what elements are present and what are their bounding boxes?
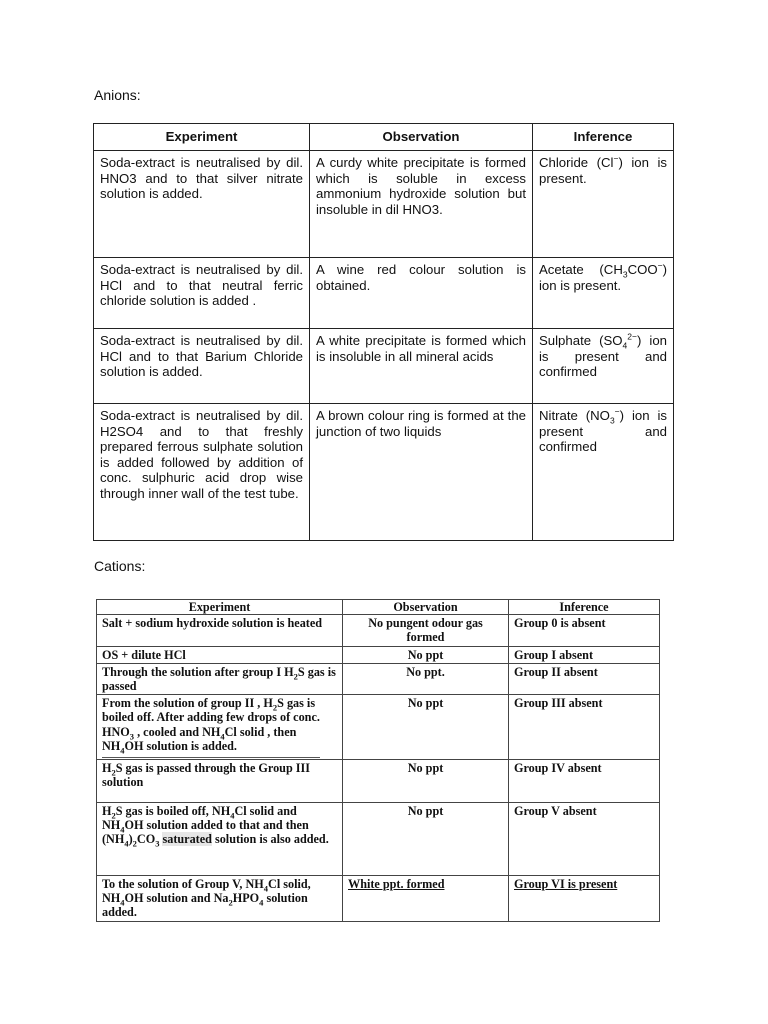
experiment-text: Cl solid and NH [102,804,297,833]
observation-cell: No ppt [343,760,509,803]
experiment-text: From the solution of group II , H [102,696,273,711]
charge-sup: 2− [627,331,637,342]
experiment-cell [97,876,343,922]
formula-sub: 3 [155,838,160,849]
table-row [94,329,674,404]
charge-sup: − [614,406,620,417]
experiment-text: Cl solid, NH [102,877,311,906]
experiment-text: solution is also added. [214,832,329,847]
observation-cell: No ppt [343,695,509,760]
experiment-cell: Soda-extract is neutralised by dil. HCl and to that neutral ferric chloride solution is added . [94,258,310,329]
highlighted-word: saturated [162,832,212,847]
formula-sub: 4 [230,810,235,821]
observation-cell: A wine red colour solution is obtained. [310,258,533,329]
divider [102,757,320,758]
table-row [94,404,674,541]
table-row [97,663,660,694]
formula-sub: 4 [120,824,125,835]
experiment-text: OH solution is added. [124,738,237,753]
inference-cell: Group II absent [509,663,660,694]
experiment-cell [97,695,343,760]
experiment-cell: Soda-extract is neutralised by dil. HNO3 and to that silver nitrate solution is added. [94,151,310,258]
experiment-text: S gas is boiled off, NH [115,804,231,819]
formula-sub: 2 [111,810,116,821]
inference-text: COO [627,262,658,277]
inference-text: Sulphate (SO [539,333,623,348]
inference-cell [509,876,660,922]
inference-cell: Group IV absent [509,760,660,803]
inference-text: ) ion is present and confirmed [539,333,668,380]
inference-text: Acetate (CH [539,262,623,277]
anions-heading: Anions: [94,87,141,103]
experiment-text: To the solution of Group V, NH [102,877,264,892]
inference-cell: Group I absent [509,646,660,663]
formula-sub: 4 [220,731,225,742]
inference-text: Nitrate (NO [539,408,610,423]
inference-text: Chloride (Cl [539,155,614,170]
inference-cell [533,151,674,258]
experiment-text: , cooled and NH [134,724,221,739]
table-row [97,876,660,922]
formula-sub: 2 [228,897,233,908]
formula-sub: 4 [622,340,628,351]
formula-sub: 2 [132,838,137,849]
experiment-cell [97,760,343,803]
inference-text: Group VI is present [514,877,618,892]
experiment-text: CO [136,832,156,847]
experiment-cell: OS + dilute HCl [97,646,343,663]
formula-sub: 4 [120,745,125,756]
charge-sup: − [657,260,663,271]
experiment-cell: Salt + sodium hydroxide solution is heated [97,615,343,646]
inference-text: ) ion is present. [539,262,667,293]
inference-cell [533,329,674,404]
table-row [97,760,660,803]
formula-sub: 4 [263,883,269,894]
formula-sub: 4 [259,897,264,908]
formula-sub: 2 [111,767,116,778]
experiment-text: S gas is passed through the Group III solution [102,761,311,790]
cations-header-inference: Inference [509,600,660,615]
inference-cell: Group 0 is absent [509,615,660,646]
experiment-text: Through the solution after group I H [102,664,294,679]
table-row [97,615,660,646]
experiment-text: ) [128,832,133,847]
experiment-text: OH solution added to that and then (NH [102,818,309,847]
experiment-cell [97,803,343,876]
cations-table [96,599,660,922]
experiment-text: solution added. [102,891,308,920]
inference-text: ) ion is present. [539,155,668,186]
anions-header-inference: Inference [533,124,674,151]
experiment-text: OH solution and Na [124,891,229,906]
formula-sub: 4 [124,838,129,849]
experiment-cell [97,663,343,694]
experiment-text: S gas is passed [102,664,336,694]
anions-table [93,123,674,541]
observation-cell: No ppt. [343,663,509,694]
anions-header-row [94,124,674,151]
inference-cell: Group III absent [509,695,660,760]
observation-cell: A curdy white precipitate is formed which is soluble in excess ammonium hydroxide solution but insoluble in dil HNO3. [310,151,533,258]
table-row [97,646,660,663]
experiment-text: H [102,804,112,819]
observation-cell: A brown colour ring is formed at the junction of two liquids [310,404,533,541]
anions-header-experiment: Experiment [94,124,310,151]
experiment-text: S gas is boiled off. After adding few drops of conc. HNO [102,696,320,739]
experiment-cell: Soda-extract is neutralised by dil. HCl and to that Barium Chloride solution is added. [94,329,310,404]
formula-sub: 3 [129,731,135,742]
table-row [97,803,660,876]
charge-sup: − [613,153,619,164]
observation-cell: No ppt [343,803,509,876]
table-row [94,258,674,329]
cations-header-row [97,600,660,615]
cations-header-observation: Observation [343,600,509,615]
formula-sub: 2 [293,671,298,682]
formula-sub: 3 [622,269,628,280]
observation-cell: No ppt [343,646,509,663]
formula-sub: 3 [609,415,615,426]
observation-cell: A white precipitate is formed which is insoluble in all mineral acids [310,329,533,404]
experiment-text: HPO [232,891,260,906]
experiment-cell: Soda-extract is neutralised by dil. H2SO4 and to that freshly prepared ferrous sulphate solution is added followed by addition of conc. sulphuric acid drop wise through inner wall of the test tube. [94,404,310,541]
table-row [97,695,660,760]
formula-sub: 2 [272,702,278,713]
anions-header-observation: Observation [310,124,533,151]
observation-cell [343,876,509,922]
cations-heading: Cations: [94,558,146,574]
inference-cell [533,404,674,541]
table-row [94,151,674,258]
inference-cell [533,258,674,329]
inference-cell: Group V absent [509,803,660,876]
observation-cell: No pungent odour gas formed [343,615,509,646]
cations-header-experiment: Experiment [97,600,343,615]
formula-sub: 4 [120,897,125,908]
experiment-text: H [102,761,112,776]
inference-text: ) ion is present and confirmed [539,408,667,455]
observation-text: White ppt. formed [348,877,445,892]
experiment-text: Cl solid , then NH [102,724,297,753]
